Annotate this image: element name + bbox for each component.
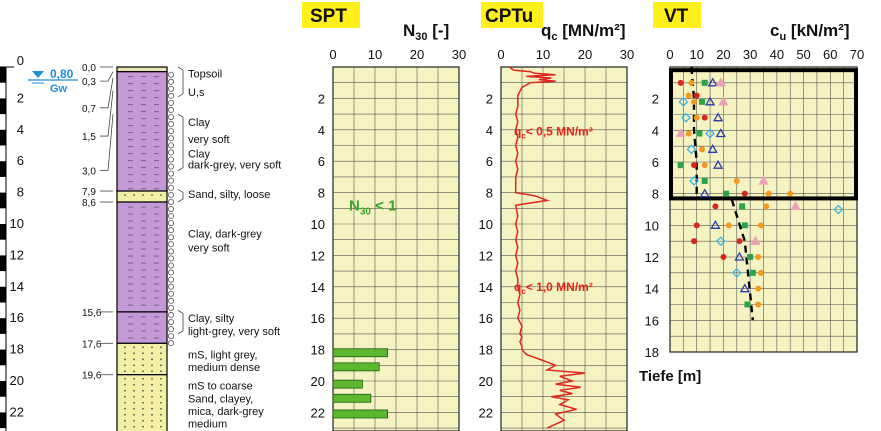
edge-scallop: [168, 122, 173, 127]
sand-dot: [160, 396, 162, 398]
x-tick-label: 40: [769, 47, 785, 62]
cptu-xlabel: $q_c$ [MN/m²]: [541, 21, 626, 43]
sand-dot: [133, 426, 135, 428]
edge-scallop: [168, 178, 173, 183]
edge-scallop: [168, 86, 173, 91]
edge-scallop: [168, 79, 173, 84]
depth-ruler-block: [0, 350, 6, 366]
y-tick-label: 10: [644, 218, 659, 234]
soil-column: [117, 67, 174, 431]
edge-scallop: [168, 185, 173, 190]
layer-depth-label: 0,7: [82, 103, 96, 115]
sand-dot: [160, 408, 162, 410]
vt-point-circle: [694, 222, 700, 228]
x-tick-label: 0: [329, 47, 337, 62]
vt-point-square: [702, 178, 708, 184]
layer-depth-label: 0,3: [82, 77, 96, 89]
spt-bar: [333, 363, 379, 371]
vt-point-circle: [787, 191, 793, 197]
groundwater-depth: 0,80: [50, 67, 74, 81]
y-tick-label: 14: [478, 279, 493, 295]
edge-scallop: [168, 249, 173, 254]
depth-ruler-block: [0, 412, 6, 428]
y-tick-label: 20: [478, 374, 493, 389]
sand-dot: [142, 358, 144, 360]
sand-dot: [142, 396, 144, 398]
sand-dot: [133, 364, 135, 366]
cptu-annotation: $q_c< 0,5$ MN/m²: [514, 124, 593, 141]
sand-dot: [160, 346, 162, 348]
x-tick-label: 60: [823, 47, 838, 62]
vt-title: VT: [664, 6, 689, 27]
sand-dot: [133, 414, 135, 416]
edge-scallop: [168, 199, 173, 204]
edge-scallop: [168, 107, 173, 112]
x-tick-label: 10: [689, 47, 704, 62]
spt-annotation: $N_{30} < 1$: [349, 197, 397, 218]
vt-plot-area: [639, 47, 864, 385]
edge-scallop: [168, 143, 173, 148]
x-tick-label: 0: [497, 47, 505, 62]
soil-layer-clay: [117, 202, 167, 312]
edge-scallop: [168, 213, 173, 218]
edge-scallop: [168, 192, 173, 197]
sand-dot: [142, 370, 144, 372]
sand-dot: [142, 402, 144, 404]
sand-dot: [160, 426, 162, 428]
depth-tick-label: 8: [16, 184, 24, 200]
edge-scallop: [168, 171, 173, 176]
sand-dot: [160, 414, 162, 416]
spt-title: SPT: [310, 6, 347, 27]
sand-dot: [160, 402, 162, 404]
sand-dot: [133, 384, 135, 386]
vt-point-circle: [758, 222, 764, 228]
edge-scallop: [168, 242, 173, 247]
sand-dot: [142, 352, 144, 354]
y-tick-label: 22: [310, 405, 325, 421]
sand-dot: [142, 390, 144, 392]
sand-dot: [160, 420, 162, 422]
sand-dot: [124, 402, 126, 404]
vt-point-circle: [686, 93, 692, 99]
vt-point-circle: [702, 115, 708, 121]
vt-point-circle: [694, 115, 700, 121]
y-tick-label: 4: [651, 123, 659, 139]
layer-depth-leader: [100, 78, 113, 108]
edge-scallop: [168, 334, 173, 339]
y-tick-label: 8: [317, 185, 325, 201]
vt-xlabel: $c_u$ [kN/m²]: [770, 21, 850, 43]
vt-ylabel: Tiefe [m]: [639, 368, 702, 385]
depth-tick-label: 22: [9, 404, 24, 420]
description-bracket: [178, 114, 183, 171]
y-tick-label: 4: [485, 122, 493, 138]
layer-description: mS to coarse: [188, 380, 253, 393]
sand-dot: [133, 390, 135, 392]
edge-scallop: [168, 220, 173, 225]
layer-description: light-grey, very soft: [188, 325, 281, 338]
sand-dot: [142, 414, 144, 416]
layer-description: Topsoil: [188, 68, 223, 81]
sand-dot: [142, 364, 144, 366]
sand-dot: [133, 352, 135, 354]
y-tick-label: 12: [644, 250, 659, 265]
sand-dot: [133, 194, 135, 196]
cptu-title: CPTu: [485, 6, 534, 27]
soil-layer-topsoil: [117, 67, 167, 72]
sand-dot: [133, 402, 135, 404]
groundwater-marker: [28, 67, 78, 95]
vt-point-square: [742, 222, 748, 228]
edge-scallop: [168, 326, 173, 331]
sand-dot: [151, 378, 153, 380]
vt-point-circle: [678, 80, 684, 86]
sand-dot: [160, 352, 162, 354]
vt-point-circle: [736, 238, 742, 244]
vt-point-square: [723, 191, 729, 197]
y-tick-label: 10: [310, 217, 325, 232]
vt-point-circle: [755, 286, 761, 292]
edge-scallop: [168, 256, 173, 261]
sand-dot: [133, 370, 135, 372]
edge-scallop: [168, 263, 173, 268]
edge-scallop: [168, 150, 173, 155]
edge-scallop: [168, 157, 173, 162]
y-tick-label: 16: [310, 311, 325, 327]
vt-point-circle: [742, 191, 748, 197]
soil-layer-sand: [117, 191, 167, 202]
sand-dot: [151, 408, 153, 410]
layer-description: mica, dark-grey: [188, 405, 264, 418]
sand-dot: [133, 420, 135, 422]
layer-description: Clay: [188, 148, 211, 161]
depth-tick-label: 10: [9, 216, 24, 231]
layer-depth-label: 1,5: [82, 132, 96, 144]
x-tick-label: 0: [666, 47, 674, 62]
vt-point-square: [744, 302, 750, 308]
layer-description: U,s: [188, 87, 205, 100]
edge-scallop: [168, 284, 173, 289]
sand-dot: [151, 358, 153, 360]
spt-xlabel: $N_{30}$ [-]: [403, 21, 450, 43]
vt-point-circle: [702, 162, 708, 168]
spt-bar: [333, 349, 388, 357]
sand-dot: [124, 358, 126, 360]
layer-depth-leader: [100, 91, 113, 137]
edge-scallop: [168, 93, 173, 98]
depth-ruler-labels: [10, 53, 24, 419]
vt-point-circle: [758, 270, 764, 276]
x-tick-label: 20: [409, 47, 425, 62]
sand-dot: [124, 408, 126, 410]
y-tick-label: 6: [317, 154, 325, 170]
sand-dot: [142, 378, 144, 380]
sand-dot: [151, 426, 153, 428]
sand-dot: [151, 390, 153, 392]
layer-description: very soft: [188, 242, 230, 255]
y-tick-label: 12: [478, 248, 493, 264]
vt-point-circle: [720, 254, 726, 260]
vt-point-square: [750, 270, 756, 276]
sand-dot: [124, 426, 126, 428]
groundwater-label: Gw: [50, 83, 68, 95]
sand-dot: [124, 384, 126, 386]
edge-scallop: [168, 298, 173, 303]
vt-point-circle: [766, 191, 772, 197]
vt-point-circle: [734, 178, 740, 184]
x-tick-label: 10: [367, 47, 383, 62]
depth-ruler-block: [0, 161, 6, 177]
vt-point-circle: [694, 93, 700, 99]
layer-description: dark-grey, very soft: [188, 159, 282, 172]
sand-dot: [124, 364, 126, 366]
layer-depth-leader: [100, 114, 113, 171]
edge-scallop: [168, 100, 173, 105]
edge-scallop: [168, 235, 173, 240]
soil-layer-clay: [117, 72, 167, 191]
edge-scallop: [168, 228, 173, 233]
vt-point-circle: [755, 302, 761, 308]
sand-dot: [124, 390, 126, 392]
edge-scallop: [168, 206, 173, 211]
depth-ruler-block: [0, 130, 6, 146]
x-tick-label: 30: [451, 47, 467, 62]
depth-tick-label: 18: [9, 341, 24, 357]
sand-dot: [142, 408, 144, 410]
vt-point-square: [702, 80, 708, 86]
layer-depth-labels: [82, 63, 113, 382]
layer-description: mS, light grey,: [188, 349, 258, 362]
sand-dot: [142, 346, 144, 348]
vt-point-square: [739, 203, 745, 209]
depth-ruler-block: [0, 193, 6, 209]
x-tick-label: 70: [849, 47, 865, 62]
depth-tick-label: 20: [9, 373, 24, 388]
layer-description: medium: [188, 418, 228, 431]
layer-depth-label: 19,6: [82, 370, 102, 382]
depth-tick-label: 2: [16, 90, 24, 106]
sand-dot: [151, 352, 153, 354]
edge-scallop: [168, 277, 173, 282]
sand-dot: [133, 346, 135, 348]
vt-point-circle: [691, 99, 697, 105]
sand-dot: [160, 390, 162, 392]
depth-ruler-block: [0, 98, 6, 114]
sand-dot: [133, 378, 135, 380]
vt-point-square: [678, 162, 684, 168]
sand-dot: [160, 364, 162, 366]
layer-description: Clay, silty: [188, 313, 235, 326]
y-tick-label: 18: [644, 345, 659, 360]
depth-tick-label: 6: [16, 153, 24, 169]
depth-ruler-block: [0, 67, 6, 83]
vt-point-circle: [726, 222, 732, 228]
y-tick-label: 8: [485, 185, 493, 201]
groundwater-triangle-icon: [32, 71, 44, 78]
edge-scallop: [168, 305, 173, 310]
depth-tick-label: 12: [9, 247, 24, 263]
depth-tick-label: 0: [16, 53, 24, 68]
vt-point-circle: [691, 238, 697, 244]
sand-dot: [142, 420, 144, 422]
vt-point-square: [696, 131, 702, 137]
spt-plot-area: [311, 47, 467, 431]
spt-panel: [302, 2, 466, 431]
sand-dot: [124, 352, 126, 354]
sand-dot: [160, 194, 162, 196]
edge-scallop: [168, 115, 173, 120]
layer-depth-label: 15,6: [82, 307, 102, 319]
sand-dot: [151, 370, 153, 372]
vt-point-circle: [712, 203, 718, 209]
sand-dot: [160, 370, 162, 372]
y-tick-label: 20: [310, 374, 325, 389]
y-tick-label: 6: [651, 155, 659, 170]
sand-dot: [124, 346, 126, 348]
depth-ruler-block: [0, 318, 6, 334]
depth-ruler-block: [0, 381, 6, 397]
depth-ruler-block: [0, 224, 6, 240]
edge-scallop: [168, 291, 173, 296]
x-tick-label: 50: [796, 47, 811, 62]
sand-dot: [151, 346, 153, 348]
sand-dot: [133, 358, 135, 360]
cptu-annotation: $q_c< 1,0$ MN/m²: [514, 279, 593, 296]
soil-profile: [0, 53, 281, 431]
vt-point-square: [747, 254, 753, 260]
vt-point-circle: [699, 146, 705, 152]
y-tick-label: 16: [478, 311, 493, 327]
vt-panel: [639, 2, 864, 385]
x-tick-label: 20: [577, 47, 593, 62]
sand-dot: [160, 384, 162, 386]
depth-ruler-block: [0, 287, 6, 303]
sand-dot: [160, 358, 162, 360]
layer-depth-label: 8,6: [82, 198, 96, 210]
sand-dot: [124, 194, 126, 196]
vt-point-circle: [763, 203, 769, 209]
y-tick-label: 12: [310, 248, 325, 264]
edge-scallop: [168, 164, 173, 169]
sand-dot: [151, 402, 153, 404]
sand-dot: [151, 364, 153, 366]
edge-scallop: [168, 129, 173, 134]
vt-point-circle: [688, 80, 694, 86]
layer-description: medium dense: [188, 361, 261, 374]
depth-ruler-block: [0, 255, 6, 271]
edge-scallop: [168, 136, 173, 141]
sand-dot: [151, 420, 153, 422]
y-tick-label: 14: [310, 279, 325, 295]
sand-dot: [160, 378, 162, 380]
spt-bar: [333, 394, 371, 402]
y-tick-label: 6: [485, 154, 493, 170]
y-tick-label: 16: [644, 313, 659, 329]
x-tick-label: 20: [716, 47, 731, 62]
sand-dot: [124, 420, 126, 422]
layer-depth-label: 3,0: [82, 166, 96, 178]
layer-depth-leader: [100, 72, 113, 81]
y-tick-label: 2: [485, 91, 493, 107]
sand-dot: [151, 414, 153, 416]
vt-point-square: [699, 99, 705, 105]
edge-scallop: [168, 270, 173, 275]
depth-tick-label: 4: [16, 121, 24, 137]
sand-dot: [124, 370, 126, 372]
edge-scallop: [168, 319, 173, 324]
description-bracket: [178, 189, 183, 202]
edge-scallop: [168, 341, 173, 346]
vt-point-circle: [686, 131, 692, 137]
vt-point-circle: [755, 254, 761, 260]
sand-dot: [124, 414, 126, 416]
sand-dot: [142, 426, 144, 428]
sand-dot: [133, 396, 135, 398]
layer-description: Clay: [188, 116, 211, 129]
sand-dot: [151, 396, 153, 398]
sand-dot: [133, 408, 135, 410]
y-tick-label: 2: [317, 91, 325, 107]
depth-tick-label: 16: [9, 310, 24, 326]
cptu-panel: [479, 2, 635, 431]
description-bracket: [178, 310, 183, 334]
layer-description: Clay, dark-grey: [188, 228, 262, 241]
x-tick-label: 30: [742, 47, 758, 62]
layer-description: very soft: [188, 134, 230, 147]
y-tick-label: 2: [651, 91, 659, 107]
cptu-plot-area: [479, 47, 635, 431]
y-tick-label: 18: [478, 342, 493, 358]
sand-dot: [124, 396, 126, 398]
layer-depth-label: 7,9: [82, 187, 96, 199]
layer-description: Sand, clayey,: [188, 393, 254, 406]
x-tick-label: 30: [619, 47, 635, 62]
layer-description: Sand, silty, loose: [188, 189, 271, 202]
y-tick-label: 18: [310, 342, 325, 358]
layer-depth-label: 17,6: [82, 339, 102, 351]
y-tick-label: 4: [317, 122, 325, 138]
y-tick-label: 10: [478, 217, 493, 232]
spt-bar: [333, 380, 362, 388]
layer-descriptions: [178, 67, 281, 430]
x-tick-label: 10: [535, 47, 551, 62]
sand-dot: [151, 194, 153, 196]
y-tick-label: 14: [644, 281, 659, 297]
depth-tick-label: 14: [9, 278, 24, 294]
edge-scallop: [168, 312, 173, 317]
vt-point-circle: [691, 162, 697, 168]
sand-dot: [124, 378, 126, 380]
description-bracket: [178, 67, 183, 97]
sand-dot: [151, 384, 153, 386]
spt-bar: [333, 410, 388, 418]
layer-depth-label: 0,0: [82, 63, 96, 74]
y-tick-label: 22: [478, 405, 493, 421]
y-tick-label: 8: [651, 186, 659, 202]
sand-dot: [142, 194, 144, 196]
edge-scallop: [168, 72, 173, 77]
sand-dot: [142, 384, 144, 386]
